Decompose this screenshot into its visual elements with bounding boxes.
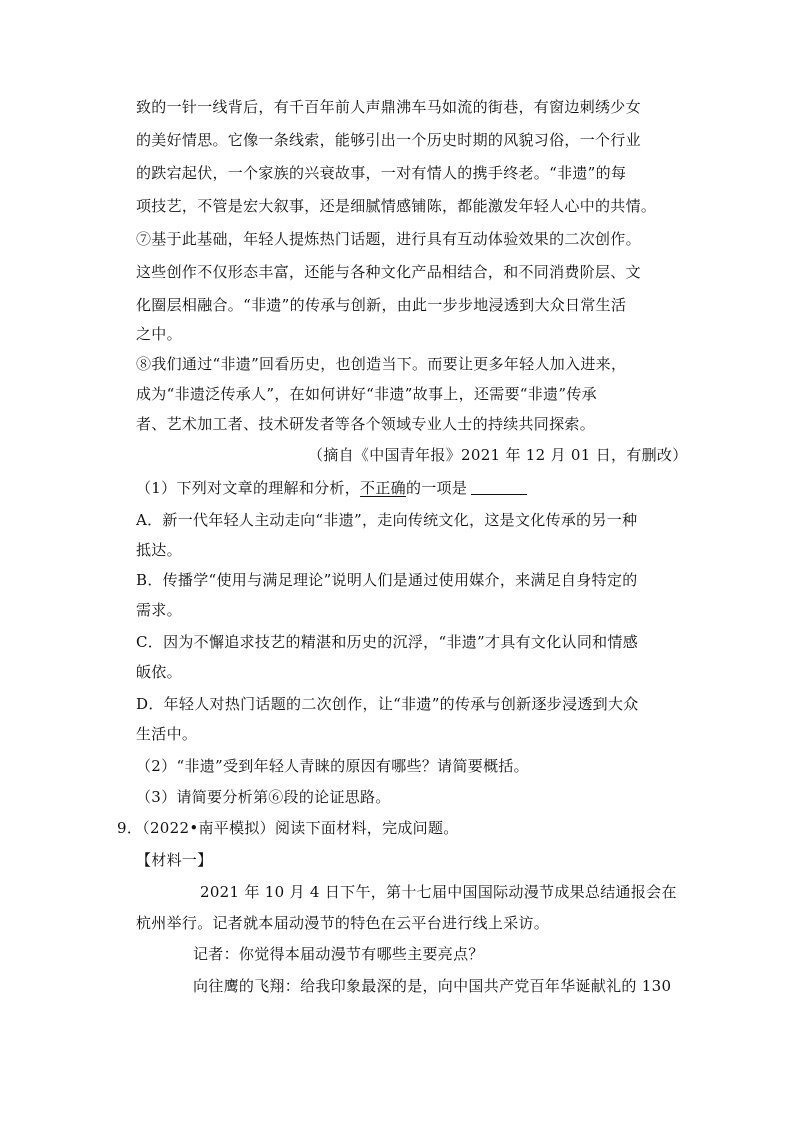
question-2: （2）“非遗”受到年轻人青睐的原因有哪些？请简要概括。: [136, 757, 529, 775]
paragraph-8-line-3: 者、艺术加工者、技术研发者等各个领域专业人士的持续共同探索。: [136, 415, 596, 433]
option-b-line-1: B．传播学“使用与满足理论”说明人们是通过使用媒介，来满足自身特定的: [136, 571, 638, 589]
passage-line-4: 项技艺，不管是宏大叙事，还是细腻情感铺陈，都能激发年轻人心中的共情。: [136, 197, 657, 215]
option-c-line-2: 皈依。: [136, 663, 182, 681]
paragraph-8-line-2: 成为“非遗泛传承人”，在如何讲好“非遗”故事上，还需要“非遗”传承: [136, 385, 597, 403]
paragraph-7-line-2: 这些创作不仅形态丰富，还能与各种文化产品相结合，和不同消费阶层、文: [136, 263, 641, 281]
option-c-line-1: C．因为不懈追求技艺的精湛和历史的沉浮，“非遗”才具有文化认同和情感: [136, 633, 639, 651]
passage-line-2: 的美好情思。它像一条线索，能够引出一个历史时期的风貌习俗，一个行业: [136, 131, 641, 149]
option-a-line-1: A．新一代年轻人主动走向“非遗”，走向传统文化，这是文化传承的另一种: [136, 511, 638, 529]
paragraph-7-line-1: ⑦基于此基础，年轻人提炼热门话题，进行具有互动体验效果的二次创作。: [136, 230, 641, 248]
paragraph-7-line-3: 化圈层相融合。“非遗”的传承与创新，由此一步步地浸透到大众日常生活: [136, 296, 627, 314]
question-9: 9．（2022•南平模拟）阅读下面材料，完成问题。: [117, 819, 459, 837]
material-1-line-4: 向往鹰的飞翔：给我印象最深的是，向中国共产党百年华诞献礼的 130: [193, 977, 672, 995]
material-1-line-3: 记者：你觉得本届动漫节有哪些主要亮点？: [193, 945, 484, 963]
paragraph-8-line-1: ⑧我们通过“非遗”回看历史，也创造当下。而要让更多年轻人加入进来，: [136, 355, 627, 373]
question-1-underlined: 不正确: [360, 479, 406, 497]
passage-line-3: 的跌宕起伏，一个家族的兴衰故事，一对有情人的携手终老。“非遗”的每: [136, 164, 627, 182]
material-1-line-2: 杭州举行。记者就本届动漫节的特色在云平台进行线上采访。: [136, 914, 550, 932]
source-citation: （摘自《中国青年报》2021 年 12 月 01 日，有删改）: [308, 446, 688, 464]
option-a-line-2: 抵达。: [136, 541, 182, 559]
option-b-line-2: 需求。: [136, 601, 182, 619]
question-1: [136, 478, 527, 498]
option-d-line-2: 生活中。: [136, 725, 198, 743]
paragraph-7-line-4: 之中。: [136, 325, 182, 343]
material-1-line-1: 2021 年 10 月 4 日下午，第十七届中国国际动漫节成果总结通报会在: [200, 883, 677, 901]
question-1-prefix: （1）下列对文章的理解和分析，: [136, 479, 361, 497]
option-d-line-1: D．年轻人对热门话题的二次创作，让“非遗”的传承与创新逐步浸透到大众: [136, 695, 639, 713]
question-3: （3）请简要分析第⑥段的论证思路。: [136, 788, 391, 806]
question-1-suffix: 的一项是: [405, 479, 468, 497]
material-1-heading: 【材料一】: [136, 851, 213, 869]
passage-line-1: 致的一针一线背后，有千百年前人声鼎沸车马如流的街巷，有窗边刺绣少女: [136, 98, 641, 116]
answer-blank[interactable]: [471, 480, 527, 495]
